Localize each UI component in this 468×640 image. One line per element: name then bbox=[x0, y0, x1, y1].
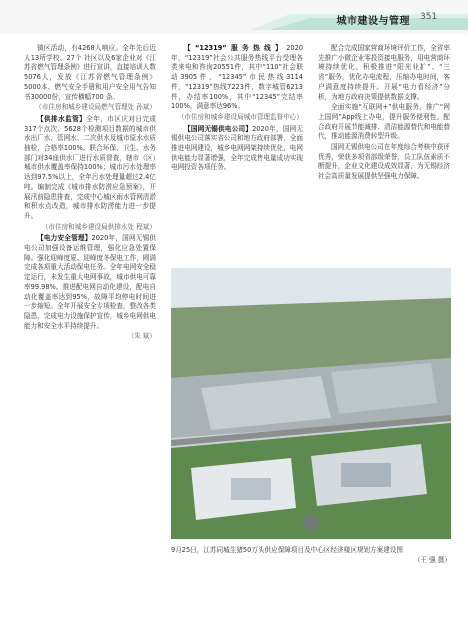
caption-text: 9月25日，江苏同城生猪50万头供应保障项目及中心区经济楼区规划方案建设图 bbox=[171, 546, 403, 554]
text-column-1 bbox=[24, 44, 156, 634]
paragraph: 镇区活动，有4268人响应。全年先后近人13所学校、27个 社区以及6家企业对《江苏省燃气管理条例》进行宣讲，直接培训人数5076人，发放《江苏省燃气管理条例》5000本、燃气安全手册和用户安全用气告知书30000份，宣传横幅700 条。 bbox=[24, 44, 156, 101]
paragraph: 全面实施“互联网+”供电服务，推广“网上国网”App线上办电，提升服务便利性。配合政府开展节能减排、清洁能源替代和电能替代，推动能源消费转型升级。 bbox=[318, 103, 450, 141]
paragraph: 国网无锡供电公司在年度综合考核中获评优秀，荣获多项省部级荣誉，员工队伍素质不断提升，企业文化建设成效显著，为无锡经济社会高质量发展提供坚强电力保障。 bbox=[318, 143, 450, 181]
page-number: 351 bbox=[420, 12, 438, 22]
paragraph-heading: 【供排水监管】 bbox=[37, 114, 87, 123]
aerial-photo bbox=[171, 268, 451, 539]
source-note: （市住房和城乡建设局燃气管理处 孙斌） bbox=[35, 103, 156, 112]
section-title: 城市建设与管理 bbox=[336, 16, 410, 27]
photo-caption bbox=[171, 545, 451, 565]
paragraph-heading: 【国网无锡供电公司】 bbox=[184, 124, 253, 133]
source-note: （市住房和城乡建设局城市管理监督中心） bbox=[177, 112, 303, 121]
paragraph: 【“12319”服务热线】2020年，“12319”社会公共服务热线平台受理各类来电和咨询20551件，其中“110”社会联动3905件，“12345”市民热线3114件，“12319”热线7223件，数字城管6213件，办结率100%，其中“12345”完结率100%，满意率达96%。 bbox=[171, 44, 303, 111]
paragraph: 【电力安全管理】2020年，国网无锡供电公司加强设备运维管理，强化应急处置保障。强化迎峰度夏、迎峰度冬保电工作，圆满完成各项重大活动保电任务。全年电网安全稳定运行，未发生重大电网事故，城市供电可靠率99.98%。推进配电网自动化建设，配电自动化覆盖率达到95%，故障平均停电时间进一步缩短。全年开展安全专项检查，整改各类隐患，完成电力设施保护宣传，城乡电网供电能力和安全水平持续提升。 bbox=[24, 234, 157, 330]
paragraph: 【国网无锡供电公司】2020年，国网无锡供电公司落实省公司和地方政府部署，全面推进电网建设，城乡电网网架持续优化，电网供电能力显著增强，全年完成售电量成功实现电网投资各项任务。 bbox=[171, 124, 304, 172]
paragraph: 配合完成国家营商环境评价工作，全省率先推广小微企业零投资接电服务，用电营商环境持续优化。积极推进“阳光业扩”、“三省”服务，优化办电流程，压缩办电时间，客户满意度持续提升。开展“电力看经济”分析，为地方政府决策提供数据支撑。 bbox=[318, 44, 450, 101]
aerial-photo-illustration bbox=[171, 268, 451, 539]
text-column-2 bbox=[171, 44, 303, 224]
paragraph: 【供排水监管】全年，市区庆对日完成317个点次、5628个检测项目数据的城市供水出厂水、管网水、二次供水及城市原水水质抽检，合格率100%。联合环保、卫生、水务部门对34座供水厂进行水质督查，辖市（区）城市供水覆盖率保持100%；城市污水处理率达到97.5%以上，全年污水处理量超过2.4亿吨。编制完成《城市排水防涝应急预案》，开展汛前隐患排查，完成中心城区雨水管网清淤和积水点改造，城市排水防涝能力进一步提升。 bbox=[24, 114, 157, 220]
paragraph-heading: 【电力安全管理】 bbox=[37, 234, 92, 243]
photo-credit: （王 强 摄） bbox=[413, 556, 451, 564]
paragraph-heading: 【“12319”服务热线】 bbox=[184, 44, 287, 52]
source-note: （朱 斌） bbox=[127, 332, 156, 341]
source-note: （市住房和城乡建设局供排水处 程斌） bbox=[41, 222, 156, 231]
